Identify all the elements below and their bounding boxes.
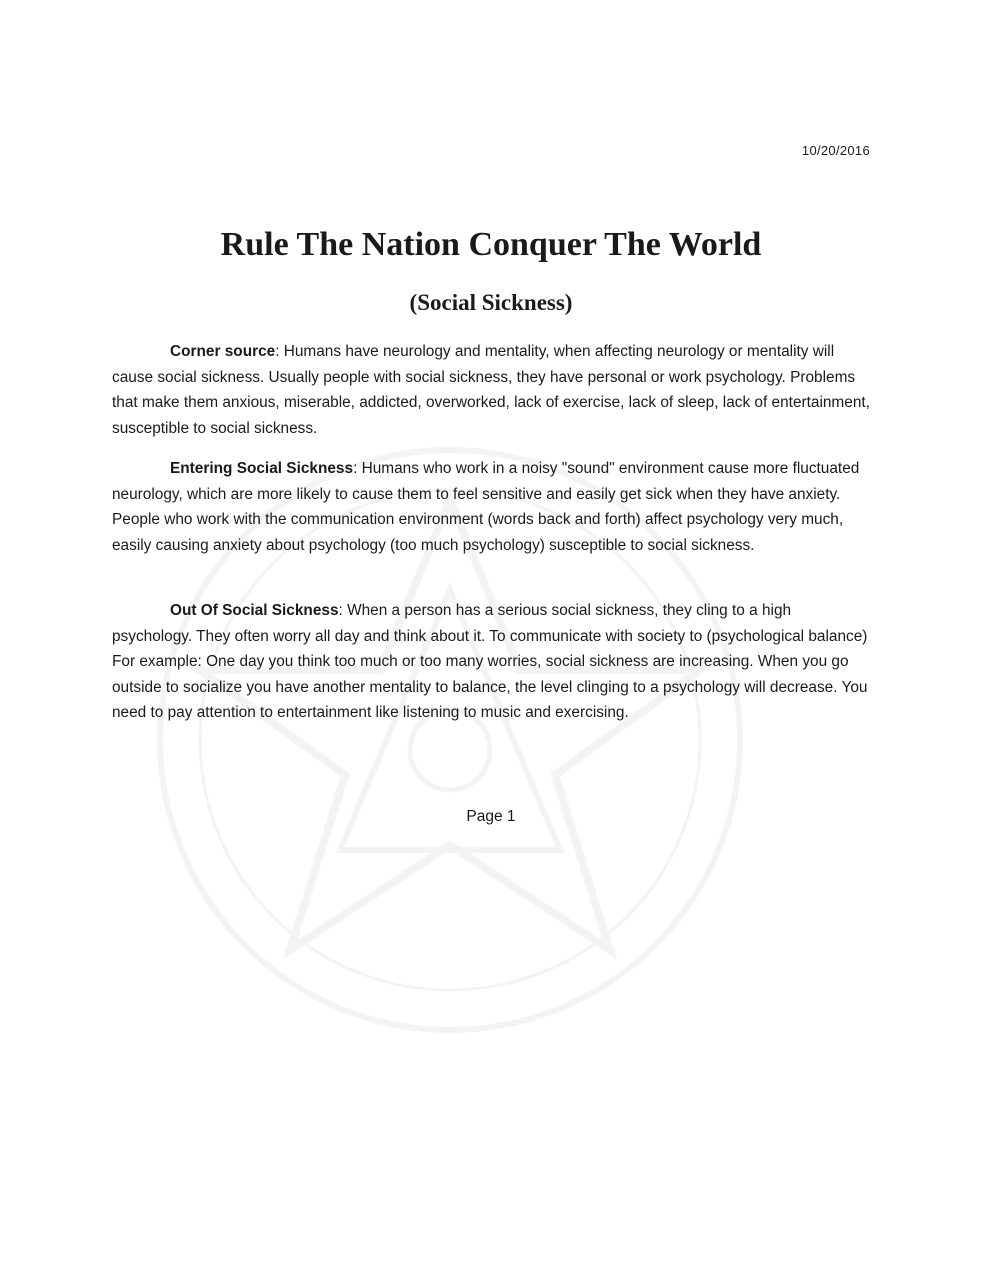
page-number: Page 1 [466,808,516,825]
paragraph-body: : Humans who work in a noisy "sound" environment cause more fluctuated neurology, which are more likely to cause them to feel sensitive and easily get sick when they have anxiety. People who work with the communication environment (words back and forth) affect psychology very much, easily causing anxiety about psychology (too much psychology) susceptible to social sickness. [112,460,860,554]
document-title: Rule The Nation Conquer The World [220,226,762,263]
paragraph-corner-source [112,339,872,441]
document-subtitle: (Social Sickness) [409,290,573,315]
document-date: 10/20/2016 [801,143,870,158]
paragraph-body: : Humans have neurology and mentality, when affecting neurology or mentality will cause social sickness. Usually people with social sickness, they have personal or work psychology. Problems that make them anxious, miserable, addicted, overworked, lack of exercise, lack of sleep, lack of entertainment, susceptible to social sickness. [112,343,870,437]
paragraph-heading: Entering Social Sickness [170,460,354,477]
paragraph-heading: Corner source [170,343,276,360]
paragraph-heading: Out Of Social Sickness [170,602,339,619]
paragraph-body: : When a person has a serious social sickness, they cling to a high psychology. They often worry all day and think about it. To communicate with society to (psychological balance) For example: One day you think too much or too many worries, social sickness are increasing. When you go outside to socialize you have another mentality to balance, the level clinging to a psychology will decrease. You need to pay attention to entertainment like listening to music and exercising. [112,602,868,721]
paragraph-out-of-social-sickness [112,598,872,726]
paragraph-entering-social-sickness [112,456,872,558]
